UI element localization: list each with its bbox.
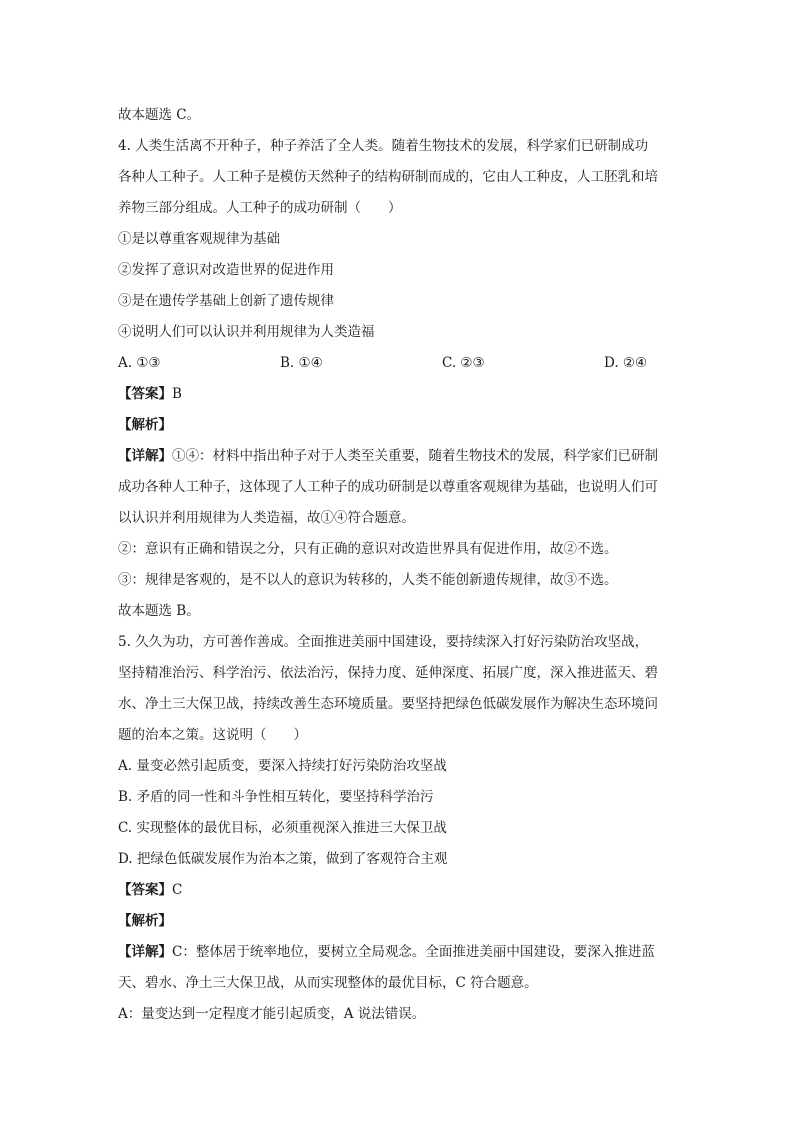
q5-detail-line [118, 937, 678, 968]
q4-stem-line: 4. 人类生活离不开种子，种子养活了全人类。随着生物技术的发展，科学家们已研制成功 [118, 138, 649, 154]
q4-statement: ③是在遗传学基础上创新了遗传规律 [118, 293, 334, 309]
q4-conclusion: 故本题选 B。 [118, 603, 200, 619]
q4-option-b: B. ①④ [280, 355, 323, 371]
q5-extra-line: A：量变达到一定程度才能引起质变，A 说法错误。 [118, 1006, 426, 1022]
question-5 [118, 627, 678, 1030]
q5-answer [118, 875, 678, 906]
q5-detail-text: C：整体居于统率地位，要树立全局观念。全面推进美丽中国建设，要深入推进蓝 [172, 944, 655, 960]
q5-answer-value: C [172, 882, 183, 898]
q4-extra-line: ②：意识有正确和错误之分，只有正确的意识对改造世界具有促进作用，故②不选。 [118, 541, 618, 557]
q4-detail-text: ①④：材料中指出种子对于人类至关重要，随着生物技术的发展，科学家们已研制 [172, 448, 658, 464]
q4-extra-line: ③：规律是客观的，是不以人的意识为转移的，人类不能创新遗传规律，故③不选。 [118, 572, 618, 588]
q5-stem-line: 5. 久久为功，方可善作善成。全面推进美丽中国建设，要持续深入打好污染防治攻坚战， [118, 634, 649, 650]
q5-answer-label: 【答案】 [118, 882, 172, 898]
q4-detail-line: 以认识并利用规律为人类造福，故①④符合题意。 [118, 510, 415, 526]
q5-stem-line: 坚持精准治污、科学治污、依法治污，保持力度、延伸深度、拓展广度，深入推进蓝天、碧 [118, 665, 658, 681]
q4-answer-value: B [172, 386, 182, 402]
q4-stem-line: 各种人工种子。人工种子是模仿天然种子的结构研制而成的，它由人工种皮，人工胚乳和培 [118, 169, 658, 185]
q5-stem-line: 水、净土三大保卫战，持续改善生态环境质量。要坚持把绿色低碳发展作为解决生态环境问 [118, 696, 658, 712]
q5-analysis-label: 【解析】 [118, 913, 172, 929]
q4-option-a: A. ①③ [118, 355, 161, 371]
q5-option-c: C. 实现整体的最优目标，必须重视深入推进三大保卫战 [118, 820, 447, 836]
prev-conclusion: 故本题选 C。 [118, 107, 201, 123]
q4-analysis-label: 【解析】 [118, 417, 172, 433]
q4-option-c: C. ②③ [442, 355, 485, 371]
question-4 [118, 131, 678, 627]
document-content [118, 100, 678, 1030]
q5-option-b: B. 矛盾的同一性和斗争性相互转化，要坚持科学治污 [118, 789, 434, 805]
q5-option-a: A. 量变必然引起质变，要深入持续打好污染防治攻坚战 [118, 758, 447, 774]
q4-options [118, 348, 678, 379]
q4-statement: ②发挥了意识对改造世界的促进作用 [118, 262, 334, 278]
q4-stem-line: 养物三部分组成。人工种子的成功研制（ ） [118, 200, 402, 216]
q4-answer-label: 【答案】 [118, 386, 172, 402]
q4-answer [118, 379, 678, 410]
q5-detail-line: 天、碧水、净土三大保卫战，从而实现整体的最优目标，C 符合题意。 [118, 975, 538, 991]
q4-option-d: D. ②④ [604, 355, 648, 371]
q5-option-d: D. 把绿色低碳发展作为治本之策，做到了客观符合主观 [118, 851, 448, 867]
q4-detail-line [118, 441, 678, 472]
q4-statement: ①是以尊重客观规律为基础 [118, 231, 280, 247]
q4-detail-label: 【详解】 [118, 448, 172, 464]
q5-detail-label: 【详解】 [118, 944, 172, 960]
q4-detail-line: 成功各种人工种子，这体现了人工种子的成功研制是以尊重客观规律为基础，也说明人们可 [118, 479, 658, 495]
q4-statement: ④说明人们可以认识并利用规律为人类造福 [118, 324, 375, 340]
q5-stem-line: 题的治本之策。这说明（ ） [118, 727, 307, 743]
